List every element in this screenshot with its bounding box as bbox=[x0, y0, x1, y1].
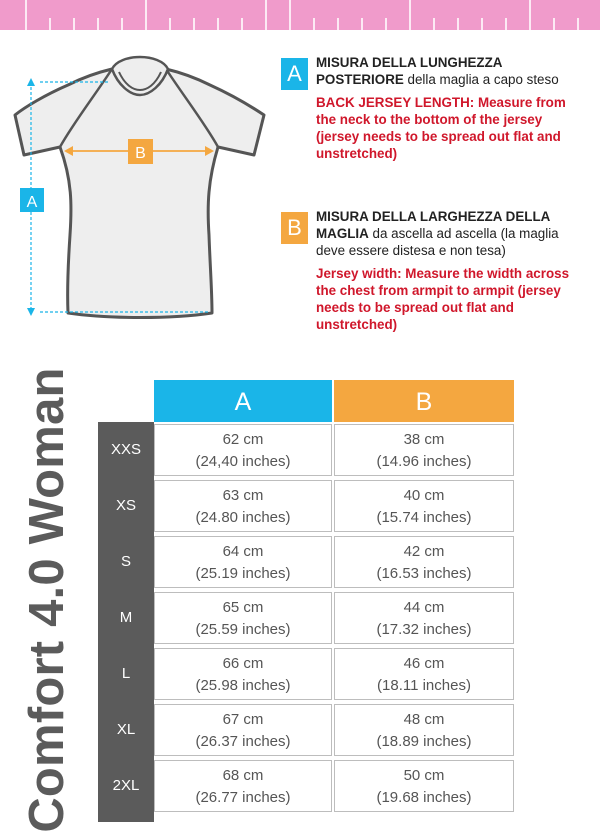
badge-a: A bbox=[281, 58, 308, 90]
value-inches: (26.37 inches) bbox=[195, 733, 291, 750]
value-inches: (26.77 inches) bbox=[195, 789, 291, 806]
header-a: A bbox=[154, 380, 332, 422]
table-cell-a bbox=[154, 424, 332, 476]
value-cm: 48 cm bbox=[403, 711, 445, 728]
table-cell-a bbox=[154, 760, 332, 812]
value-inches: (25.59 inches) bbox=[195, 621, 291, 638]
label-a: A bbox=[26, 194, 38, 211]
value-inches: (25.98 inches) bbox=[195, 677, 291, 694]
table-cell-a bbox=[154, 536, 332, 588]
table-cell-b bbox=[334, 704, 514, 756]
ruler-ticks bbox=[0, 0, 600, 30]
value-inches: (14.96 inches) bbox=[376, 453, 472, 470]
value-cm: 63 cm bbox=[222, 487, 264, 504]
value-cm: 68 cm bbox=[222, 767, 264, 784]
instruction-a bbox=[281, 54, 571, 162]
table-cell-b bbox=[334, 592, 514, 644]
value-inches: (24.80 inches) bbox=[195, 509, 291, 526]
value-cm: 46 cm bbox=[403, 655, 445, 672]
size-label: XS bbox=[115, 497, 136, 514]
table-cell-b bbox=[334, 424, 514, 476]
table-cell-a bbox=[154, 592, 332, 644]
table-cell-a bbox=[154, 480, 332, 532]
value-inches: (25.19 inches) bbox=[195, 565, 291, 582]
label-b: B bbox=[135, 145, 146, 162]
value-cm: 42 cm bbox=[403, 543, 445, 560]
value-cm: 65 cm bbox=[222, 599, 264, 616]
instruction-a-english: BACK JERSEY LENGTH: Measure from the neck to the bottom of the jersey (jersey needs to be spread out flat and unstretched) bbox=[316, 95, 566, 161]
size-label: 2XL bbox=[112, 777, 140, 794]
value-cm: 44 cm bbox=[403, 599, 445, 616]
value-inches: (24,40 inches) bbox=[195, 453, 291, 470]
value-inches: (16.53 inches) bbox=[376, 565, 472, 582]
table-cell-a bbox=[154, 648, 332, 700]
instruction-b bbox=[281, 208, 571, 333]
badge-b: B bbox=[281, 212, 308, 244]
size-label: XL bbox=[116, 721, 136, 738]
size-label: M bbox=[119, 609, 133, 626]
product-title: Comfort 4.0 Woman bbox=[20, 367, 74, 833]
jersey-outline bbox=[15, 69, 264, 318]
value-cm: 64 cm bbox=[222, 543, 264, 560]
jersey-diagram bbox=[0, 55, 285, 335]
value-inches: (18.89 inches) bbox=[376, 733, 472, 750]
value-cm: 67 cm bbox=[222, 711, 264, 728]
value-cm: 40 cm bbox=[403, 487, 445, 504]
table-cell-b bbox=[334, 648, 514, 700]
value-cm: 62 cm bbox=[222, 431, 264, 448]
table-cell-a bbox=[154, 704, 332, 756]
instruction-b-italian: MISURA DELLA LARGHEZZA DELLA MAGLIA da ascella ad ascella (la maglia deve essere distesa e non tesa) bbox=[316, 209, 559, 258]
value-cm: 66 cm bbox=[222, 655, 264, 672]
table-cell-b bbox=[334, 760, 514, 812]
value-inches: (15.74 inches) bbox=[376, 509, 472, 526]
table-cell-b bbox=[334, 480, 514, 532]
table-cell-b bbox=[334, 536, 514, 588]
size-label: S bbox=[120, 553, 131, 570]
instruction-a-italian: MISURA DELLA LUNGHEZZA POSTERIORE della maglia a capo steso bbox=[316, 55, 559, 87]
size-label: XXS bbox=[110, 441, 141, 458]
size-label: L bbox=[121, 665, 131, 682]
value-cm: 38 cm bbox=[403, 431, 445, 448]
value-inches: (17.32 inches) bbox=[376, 621, 472, 638]
ruler-banner bbox=[0, 0, 600, 30]
value-inches: (18.11 inches) bbox=[377, 677, 471, 694]
value-inches: (19.68 inches) bbox=[376, 789, 472, 806]
instruction-b-english: Jersey width: Measure the width across the chest from armpit to armpit (jersey needs to be spread out flat and unstretched) bbox=[316, 266, 570, 332]
value-cm: 50 cm bbox=[403, 767, 445, 784]
header-b: B bbox=[334, 380, 514, 422]
